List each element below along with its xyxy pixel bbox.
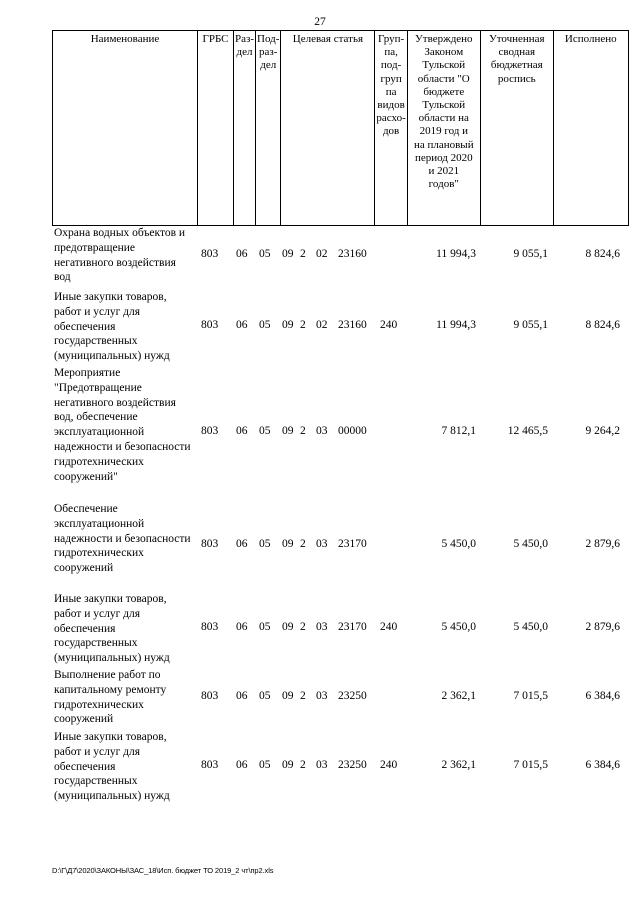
cell-grbs: 803 bbox=[201, 319, 219, 331]
table-row bbox=[0, 730, 640, 804]
cell-cs1: 09 bbox=[282, 759, 294, 771]
cell-vr: 240 bbox=[380, 319, 398, 331]
row-name: Охрана водных объектов и предотвращение негативного воздействия вод bbox=[54, 227, 186, 284]
cell-isp: 9 264,2 bbox=[585, 425, 620, 437]
cell-grbs: 803 bbox=[201, 690, 219, 702]
cell-utoch: 9 055,1 bbox=[513, 319, 548, 331]
cell-utv: 11 994,3 bbox=[436, 248, 476, 260]
cell-pr: 05 bbox=[259, 759, 271, 771]
row-name: Обеспечение эксплуатационной надежности и безопасности гидротехнических сооружений bbox=[54, 503, 191, 575]
cell-cs4: 23250 bbox=[338, 690, 367, 702]
cell-cs4: 23170 bbox=[338, 621, 367, 633]
page-number: 27 bbox=[314, 16, 326, 28]
cell-rz: 06 bbox=[236, 319, 248, 331]
cell-cs2: 2 bbox=[300, 621, 306, 633]
cell-grbs: 803 bbox=[201, 621, 219, 633]
cell-utoch: 5 450,0 bbox=[513, 538, 548, 550]
cell-cs1: 09 bbox=[282, 248, 294, 260]
row-name: Иные закупки товаров, работ и услуг для обеспечения государственных (муниципальных) нужд bbox=[54, 731, 170, 803]
cell-utv: 5 450,0 bbox=[441, 621, 476, 633]
cell-pr: 05 bbox=[259, 248, 271, 260]
cell-cs1: 09 bbox=[282, 690, 294, 702]
cell-vr: 240 bbox=[380, 621, 398, 633]
cell-pr: 05 bbox=[259, 319, 271, 331]
header-gruppa: Груп- па, под- груп па видов расхо- дов bbox=[375, 31, 407, 226]
header-cel-statya: Целевая статья bbox=[281, 31, 375, 226]
cell-pr: 05 bbox=[259, 425, 271, 437]
cell-pr: 05 bbox=[259, 621, 271, 633]
cell-utoch: 5 450,0 bbox=[513, 621, 548, 633]
cell-pr: 05 bbox=[259, 690, 271, 702]
cell-pr: 05 bbox=[259, 538, 271, 550]
cell-cs4: 23250 bbox=[338, 759, 367, 771]
cell-cs1: 09 bbox=[282, 319, 294, 331]
cell-utv: 2 362,1 bbox=[441, 690, 476, 702]
cell-cs2: 2 bbox=[300, 425, 306, 437]
cell-utv: 7 812,1 bbox=[441, 425, 476, 437]
header-utverzhdeno: Утверждено Законом Тульской области "О бюджете Тульской области на 2019 год и на плановый период 2020 и 2021 годов" bbox=[407, 31, 480, 226]
table-row bbox=[0, 366, 640, 500]
cell-isp: 6 384,6 bbox=[585, 759, 620, 771]
cell-rz: 06 bbox=[236, 759, 248, 771]
cell-cs3: 03 bbox=[316, 621, 328, 633]
cell-isp: 8 824,6 bbox=[585, 248, 620, 260]
cell-isp: 8 824,6 bbox=[585, 319, 620, 331]
cell-cs2: 2 bbox=[300, 759, 306, 771]
table-row bbox=[0, 502, 640, 590]
cell-rz: 06 bbox=[236, 690, 248, 702]
cell-vr: 240 bbox=[380, 759, 398, 771]
cell-cs1: 09 bbox=[282, 538, 294, 550]
cell-grbs: 803 bbox=[201, 538, 219, 550]
row-name: Иные закупки товаров, работ и услуг для обеспечения государственных (муниципальных) нужд bbox=[54, 291, 170, 363]
cell-isp: 2 879,6 bbox=[585, 621, 620, 633]
cell-rz: 06 bbox=[236, 425, 248, 437]
cell-cs4: 23160 bbox=[338, 248, 367, 260]
cell-cs3: 02 bbox=[316, 248, 328, 260]
cell-cs3: 03 bbox=[316, 690, 328, 702]
cell-cs4: 00000 bbox=[338, 425, 367, 437]
cell-cs1: 09 bbox=[282, 621, 294, 633]
cell-utoch: 7 015,5 bbox=[513, 759, 548, 771]
cell-isp: 2 879,6 bbox=[585, 538, 620, 550]
table-row bbox=[0, 226, 640, 286]
cell-cs3: 02 bbox=[316, 319, 328, 331]
cell-cs4: 23160 bbox=[338, 319, 367, 331]
cell-utv: 2 362,1 bbox=[441, 759, 476, 771]
cell-grbs: 803 bbox=[201, 759, 219, 771]
cell-utoch: 9 055,1 bbox=[513, 248, 548, 260]
row-name: Выполнение работ по капитальному ремонту гидротехнических сооружений bbox=[54, 669, 167, 726]
cell-cs2: 2 bbox=[300, 690, 306, 702]
table-row bbox=[0, 668, 640, 728]
header-name: Наименование bbox=[53, 31, 198, 226]
cell-grbs: 803 bbox=[201, 248, 219, 260]
row-name: Мероприятие "Предотвращение негативного воздействия вод, обеспечение эксплуатационной надежности и безопасности гидротехнических сооружений" bbox=[54, 367, 191, 483]
cell-utoch: 12 465,5 bbox=[507, 425, 548, 437]
table-row bbox=[0, 290, 640, 364]
cell-cs3: 03 bbox=[316, 425, 328, 437]
table-row bbox=[0, 592, 640, 666]
cell-utoch: 7 015,5 bbox=[513, 690, 548, 702]
cell-rz: 06 bbox=[236, 538, 248, 550]
row-name: Иные закупки товаров, работ и услуг для обеспечения государственных (муниципальных) нужд bbox=[54, 593, 170, 665]
cell-isp: 6 384,6 bbox=[585, 690, 620, 702]
header-ispolneno: Исполнено bbox=[553, 31, 628, 226]
header-utochnennaya: Уточненная сводная бюджетная роспись bbox=[480, 31, 553, 226]
footer-file-path: D:\Г\Д7\2020\ЗАКОНЫ\ЗАС_18\Исп. бюджет ТО 2019_2 чт\пр2.xls bbox=[52, 866, 274, 875]
cell-cs2: 2 bbox=[300, 538, 306, 550]
cell-utv: 5 450,0 bbox=[441, 538, 476, 550]
cell-rz: 06 bbox=[236, 248, 248, 260]
header-grbs: ГРБС bbox=[198, 31, 234, 226]
cell-cs3: 03 bbox=[316, 759, 328, 771]
cell-cs4: 23170 bbox=[338, 538, 367, 550]
cell-cs3: 03 bbox=[316, 538, 328, 550]
cell-utv: 11 994,3 bbox=[436, 319, 476, 331]
header-razdel: Раз- дел bbox=[234, 31, 256, 226]
cell-cs2: 2 bbox=[300, 319, 306, 331]
cell-grbs: 803 bbox=[201, 425, 219, 437]
header-podrazdel: Под- раз- дел bbox=[256, 31, 281, 226]
cell-cs2: 2 bbox=[300, 248, 306, 260]
cell-cs1: 09 bbox=[282, 425, 294, 437]
cell-rz: 06 bbox=[236, 621, 248, 633]
